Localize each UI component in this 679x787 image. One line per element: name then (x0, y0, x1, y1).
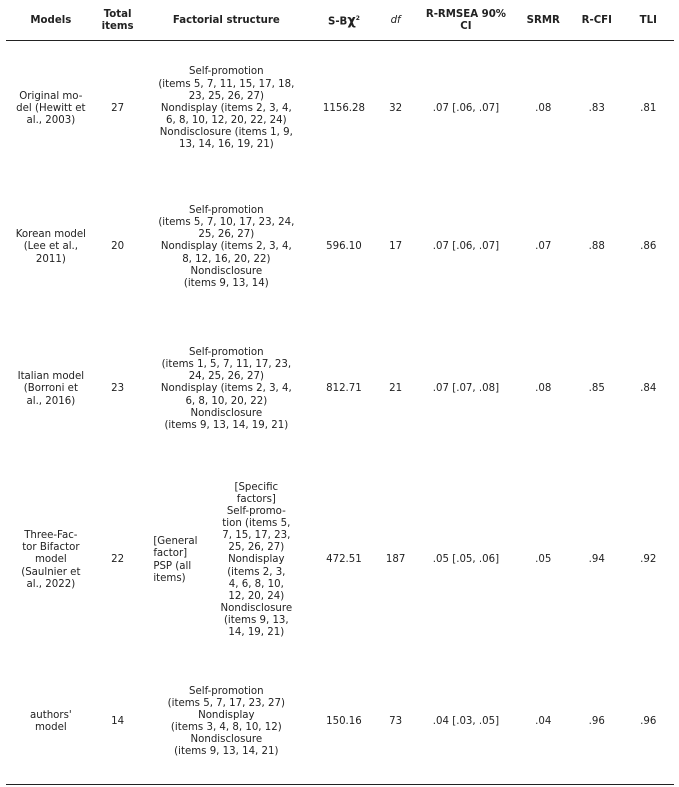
cell-srmr: .05 (535, 554, 552, 566)
cell-df: 187 (385, 554, 406, 566)
cell-df: 21 (389, 383, 403, 395)
cell-rcfi: .88 (588, 241, 605, 253)
structure-line: (items 1, 5, 7, 11, 17, 23, (161, 359, 292, 371)
header-rmsea (416, 2, 515, 41)
structure-line: Self-promotion (189, 66, 264, 78)
header-tli: TLI (623, 2, 675, 41)
specific-factor-line: 4, 6, 8, 10, (228, 578, 284, 590)
structure-line: Self-promotion (189, 685, 264, 697)
cell-srmr: .07 (535, 241, 552, 253)
cell-rcfi: .94 (588, 554, 605, 566)
structure-line: Nondisplay (items 2, 3, 4, (160, 241, 292, 253)
cell-total-items: 22 (111, 554, 125, 566)
table-row (6, 41, 674, 177)
cell-sbx: 596.10 (326, 241, 362, 253)
cell-total-items: 23 (111, 383, 125, 395)
cell-srmr: .08 (535, 102, 552, 114)
cell-df: 17 (389, 241, 403, 253)
general-factor-line: PSP (all (153, 560, 192, 572)
structure-line: Nondisplay (items 2, 3, 4, (160, 383, 292, 395)
cell-sbx: 150.16 (313, 661, 375, 785)
cell-rcfi: .83 (588, 102, 605, 114)
cell-tli: .86 (640, 241, 657, 253)
structure-line: 23, 25, 26, 27) (188, 90, 264, 102)
model-line: del (Hewitt et (16, 102, 86, 114)
cell-total-items: 14 (96, 661, 140, 785)
header-rmsea-line1: R-RMSEA 90% (425, 8, 507, 20)
cell-factorial-structure (140, 461, 314, 661)
cell-rmsea: .07 [.06, .07] (432, 102, 500, 114)
header-factorial-structure: Factorial structure (140, 2, 314, 41)
cell-model (6, 177, 96, 319)
cell-sbx: 472.51 (326, 554, 362, 566)
model-line: tor Bifactor (22, 542, 80, 554)
structure-line: (items 9, 13, 14, 19, 21) (164, 419, 289, 431)
header-sbx-prefix: S-B (327, 16, 348, 28)
bifactor-structure (142, 482, 312, 639)
cell-total-items: 27 (111, 102, 125, 114)
cell-rmsea: .07 [.07, .08] (432, 383, 500, 395)
structure-line: Nondisplay (items 2, 3, 4, (160, 102, 292, 114)
model-line: Original mo- (19, 90, 83, 102)
specific-factors-block (213, 482, 299, 639)
structure-line: Nondisclosure (190, 734, 263, 746)
structure-line: Self-promotion (189, 347, 264, 359)
cell-rmsea: .04 [.03, .05] (416, 661, 515, 785)
cell-rmsea: .05 [.05, .06] (432, 554, 500, 566)
model-line: model (34, 554, 67, 566)
structure-line: Self-promotion (189, 205, 264, 217)
specific-factor-line: factors] (236, 493, 276, 505)
header-rmsea-line2: CI (460, 21, 472, 32)
header-sbx-sup: 2 (355, 15, 360, 23)
structure-line: (items 5, 7, 10, 17, 23, 24, (158, 217, 295, 229)
cell-model (6, 661, 96, 785)
structure-line: (items 5, 7, 17, 23, 27) (167, 698, 285, 710)
specific-factor-line: tion (items 5, (222, 518, 291, 530)
model-line: authors' (30, 710, 72, 722)
cell-factorial-structure (140, 661, 314, 785)
specific-factor-line: Nondisplay (228, 554, 285, 566)
structure-line: 8, 12, 16, 20, 22) (182, 253, 271, 265)
model-line: (Saulnier et (21, 566, 81, 578)
header-sbx-chi: χ (347, 13, 356, 29)
general-factor-line: items) (153, 572, 186, 584)
cell-sbx: 1156.28 (322, 102, 366, 114)
cell-srmr: .04 (515, 661, 571, 785)
structure-line: Nondisclosure (190, 265, 263, 277)
model-line: al., 2016) (26, 395, 76, 407)
table-row (6, 319, 674, 461)
model-line: (Borroni et (23, 383, 78, 395)
general-factor-line: [General (153, 536, 198, 548)
specific-factor-line: [Specific (234, 481, 279, 493)
general-factor-block (153, 536, 209, 584)
structure-line: Nondisplay (198, 710, 255, 722)
structure-line: 13, 14, 16, 19, 21) (178, 138, 274, 150)
cell-factorial-structure (140, 41, 314, 177)
cell-model (6, 41, 96, 177)
cell-rmsea: .07 [.06, .07] (432, 241, 500, 253)
header-total-items (96, 2, 140, 41)
header-sb-chi-square (313, 2, 375, 41)
model-fit-table (6, 2, 674, 785)
cell-tli: .96 (623, 661, 675, 785)
header-df: df (375, 2, 417, 41)
model-line: al., 2022) (26, 578, 76, 590)
structure-line: 25, 26, 27) (198, 229, 255, 241)
cell-df: 73 (375, 661, 417, 785)
cell-rcfi: .96 (571, 661, 622, 785)
general-factor-line: factor] (153, 548, 188, 560)
cell-model (6, 319, 96, 461)
structure-line: (items 5, 7, 11, 15, 17, 18, (158, 78, 295, 90)
specific-factor-line: 12, 20, 24) (228, 590, 285, 602)
header-total-items-line1: Total (103, 8, 132, 20)
cell-tli: .81 (640, 102, 657, 114)
specific-factor-line: (items 2, 3, (227, 566, 286, 578)
model-line: (Lee et al., (23, 241, 78, 253)
structure-line: (items 9, 13, 14) (183, 277, 269, 289)
model-line: Three-Fac- (24, 530, 78, 542)
header-row (6, 2, 674, 41)
structure-line: 24, 25, 26, 27) (188, 371, 264, 383)
header-models: Models (6, 2, 96, 41)
header-rcfi: R-CFI (571, 2, 622, 41)
header-total-items-line2: items (101, 21, 134, 32)
specific-factor-line: (items 9, 13, (223, 614, 289, 626)
structure-line: Nondisclosure (190, 407, 263, 419)
structure-line: Nondisclosure (items 1, 9, (159, 126, 293, 138)
specific-factor-line: Self-promo- (226, 506, 286, 518)
model-line: 2011) (35, 253, 66, 265)
cell-srmr: .08 (535, 383, 552, 395)
cell-total-items: 20 (111, 241, 125, 253)
specific-factor-line: 14, 19, 21) (228, 627, 285, 639)
cell-factorial-structure (140, 177, 314, 319)
cell-sbx: 812.71 (326, 383, 362, 395)
model-line: Korean model (15, 229, 86, 241)
table-row (6, 461, 674, 661)
structure-line: 6, 8, 10, 12, 20, 22, 24) (166, 114, 287, 126)
specific-factor-line: 25, 26, 27) (228, 542, 285, 554)
specific-factor-line: 7, 15, 17, 23, (222, 530, 291, 542)
structure-line: (items 9, 13, 14, 21) (174, 746, 279, 758)
table-row (6, 661, 674, 785)
table-row (6, 177, 674, 319)
model-line: al., 2003) (26, 114, 76, 126)
structure-line: (items 3, 4, 8, 10, 12) (170, 722, 282, 734)
model-line: model (34, 722, 67, 734)
specific-factor-line: Nondisclosure (220, 602, 293, 614)
cell-rcfi: .85 (588, 383, 605, 395)
cell-tli: .92 (640, 554, 657, 566)
header-srmr: SRMR (515, 2, 571, 41)
model-line: Italian model (17, 371, 85, 383)
structure-line: 6, 8, 10, 20, 22) (185, 395, 268, 407)
cell-model (6, 461, 96, 661)
cell-factorial-structure (140, 319, 314, 461)
cell-df: 32 (389, 102, 403, 114)
cell-tli: .84 (640, 383, 657, 395)
